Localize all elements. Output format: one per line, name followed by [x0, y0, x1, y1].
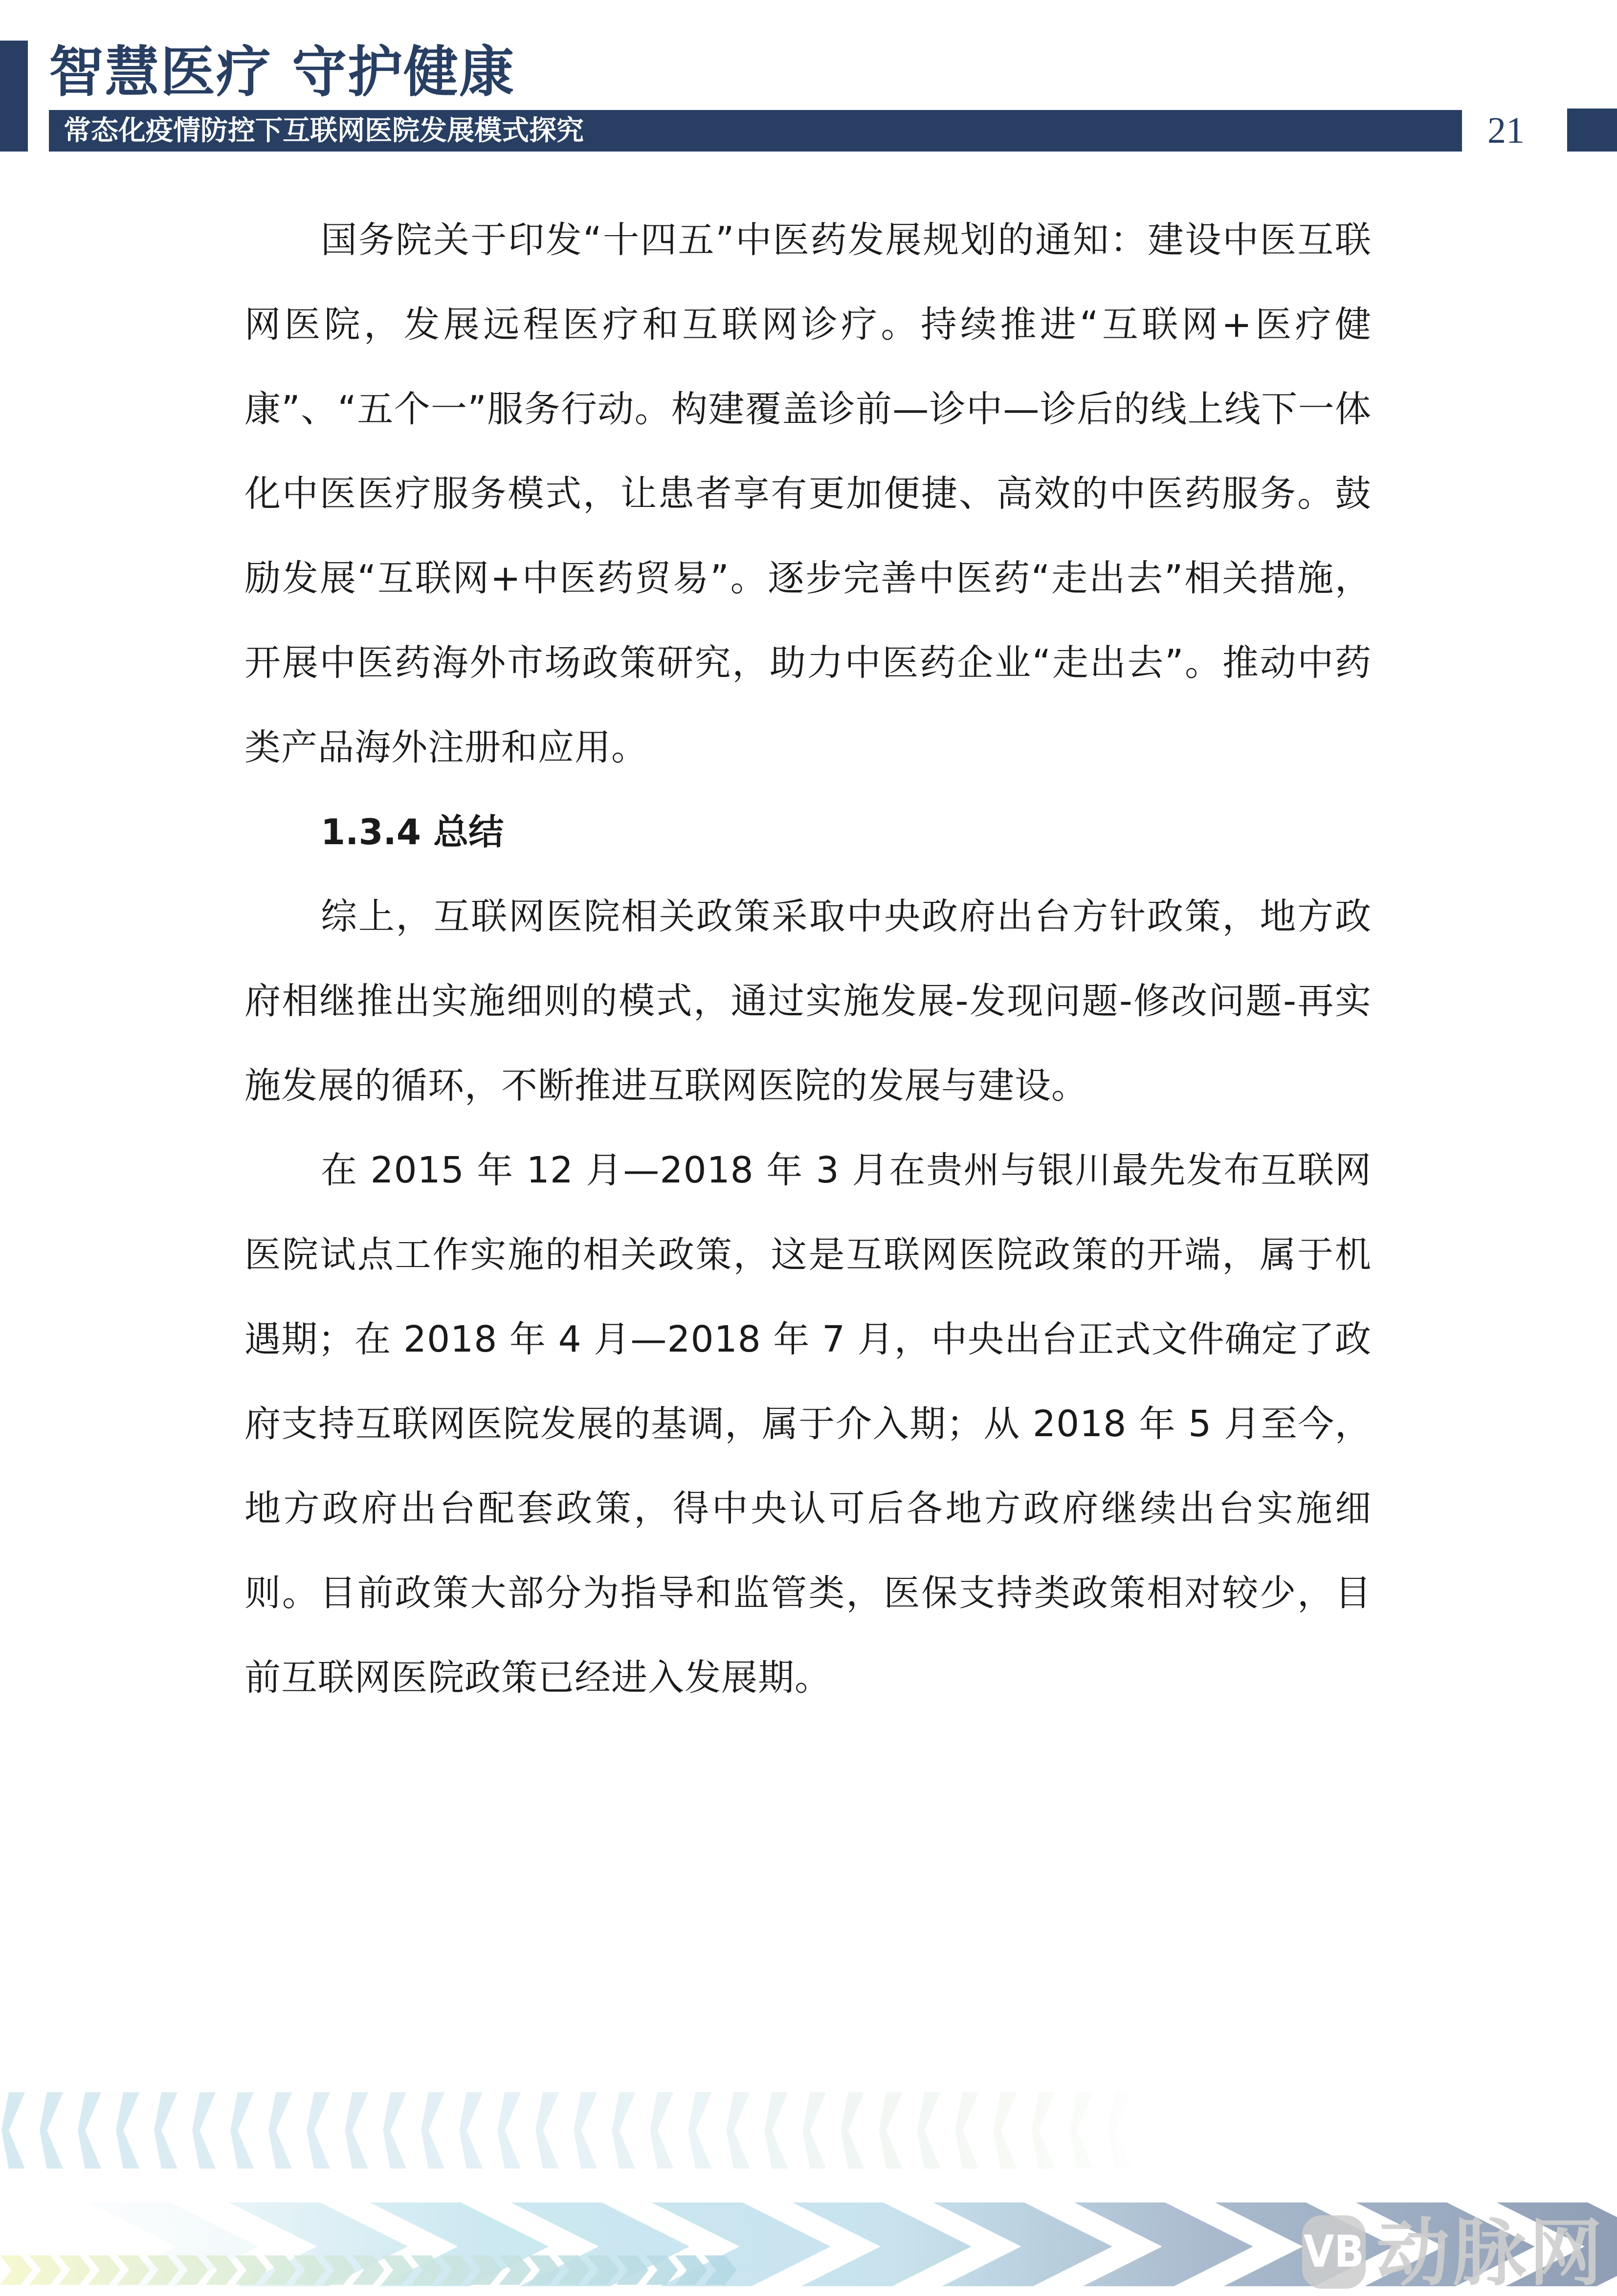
paragraph-policy-timeline: 在 2015 年 12 月—2018 年 3 月在贵州与银川最先发布互联网医院试点工作实施的相关政策，这是互联网医院政策的开端，属于机遇期；在 2018 年 4 月—2018 年 7 月，中央出台正式文件确定了政府支持互联网医院发展的基调，属于介入期；从 2018 年 5 月至今，地方政府出台配套政策，得中央认可后各地方政府继续出台实施细则。目前政策大部分为指导和监管类，医保支持类政策相对较少，目前互联网医院政策已经进入发展期。 — [244, 1149, 1372, 1699]
paragraph-tcm-plan: 国务院关于印发“十四五”中医药发展规划的通知：建设中医互联网医院，发展远程医疗和互联网诊疗。持续推进“互联网+医疗健康”、“五个一”服务行动。构建覆盖诊前—诊中—诊后的线上线下一体化中医医疗服务模式，让患者享有更加便捷、高效的中医药服务。鼓励发展“互联网+中医药贸易”。逐步完善中医药“走出去”相关措施，开展中医药海外市场政策研究，助力中医药企业“走出去”。推动中药类产品海外注册和应用。 — [244, 219, 1372, 768]
header-right-accent-block — [1567, 109, 1617, 152]
watermark — [1284, 2205, 1616, 2296]
section-heading: 1.3.4 总结 — [321, 811, 504, 853]
page-title: 智慧医疗 守护健康 — [49, 40, 515, 104]
vb-logo-icon: VB — [1302, 2215, 1366, 2289]
watermark-text: 动脉网 — [1376, 2211, 1606, 2296]
paragraph-summary: 综上，互联网医院相关政策采取中央政府出台方针政策，地方政府相继推出实施细则的模式，通过实施发展-发现问题-修改问题-再实施发展的循环，不断推进互联网医院的发展与建设。 — [244, 896, 1372, 1107]
header-left-accent-bar — [0, 41, 28, 152]
page-number: 21 — [1487, 110, 1525, 151]
subtitle-banner — [49, 110, 1462, 152]
report-subtitle: 常态化疫情防控下互联网医院发展模式探究 — [64, 114, 584, 147]
body-content — [244, 198, 1372, 1720]
